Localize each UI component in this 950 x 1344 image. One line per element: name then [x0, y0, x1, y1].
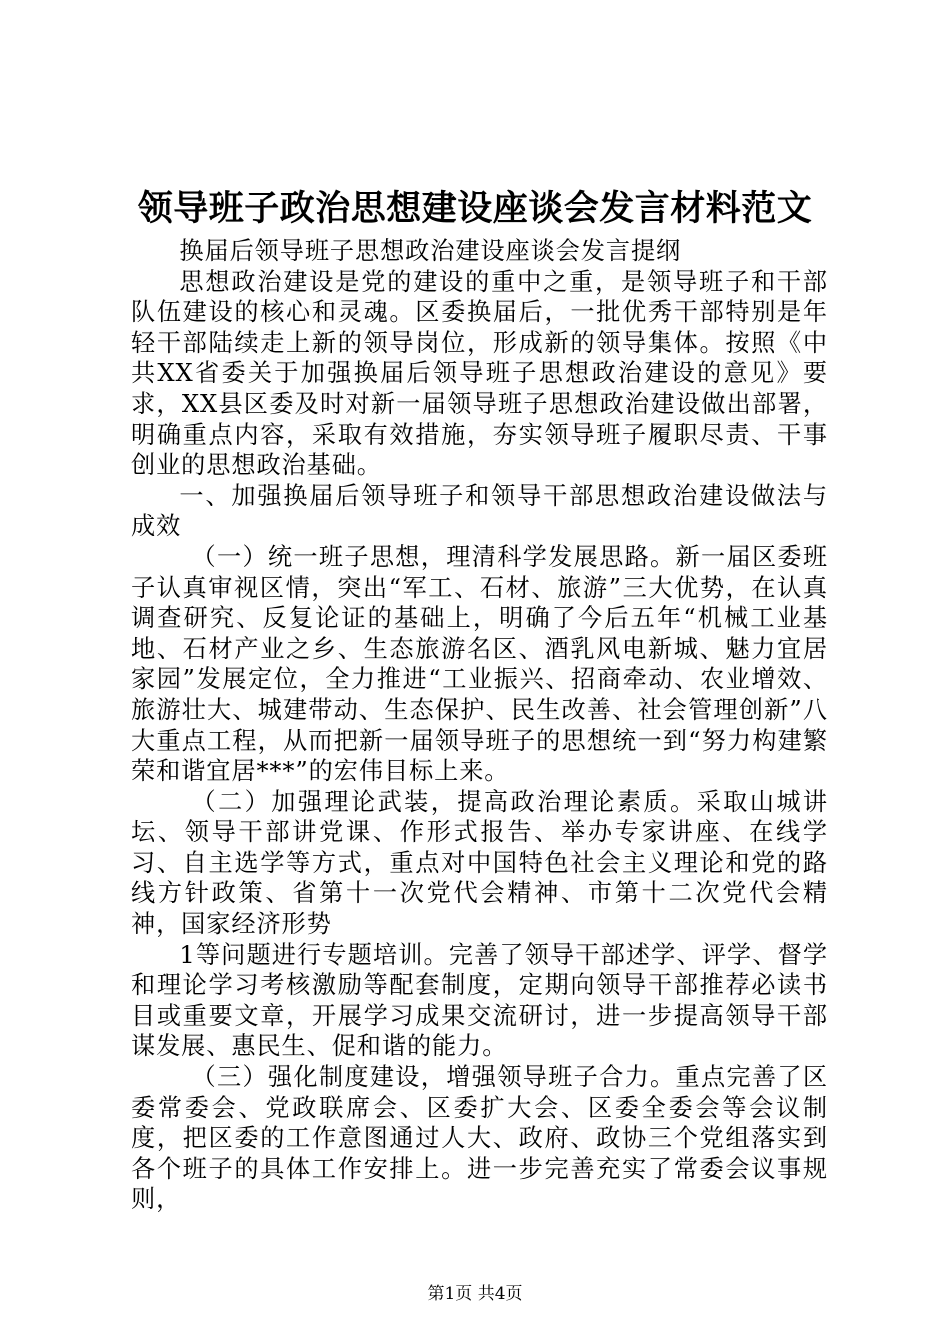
subtitle-paragraph: 换届后领导班子思想政治建设座谈会发言提纲: [179, 237, 682, 265]
document-body: [131, 236, 828, 1215]
section-heading: 一、加强换届后领导班子和领导干部思想政治建设做法与成效: [131, 481, 828, 541]
subsection-2-paragraph: （二）加强理论武装，提高政治理论素质。采取山城讲坛、领导干部讲党课、作形式报告、举办专家讲座、在线学习、自主选学等方式，重点对中国特色社会主义理论和党的路线方针政策、省第十一次党代会精神、市第十二次党代会精神，国家经济形势: [131, 787, 828, 939]
page-footer: 第1页 共4页: [427, 1284, 523, 1304]
subsection-3-paragraph: （三）强化制度建设，增强领导班子合力。重点完善了区委常委会、党政联席会、区委扩大会、区委全委会等会议制度，把区委的工作意图通过人大、政府、政协三个党组落实到各个班子的具体工作安排上。进一步完善充实了常委会议事规则，: [131, 1063, 828, 1214]
document-title: 领导班子政治思想建设座谈会发言材料范文: [137, 188, 813, 229]
intro-paragraph: 思想政治建设是党的建设的重中之重，是领导班子和干部队伍建设的核心和灵魂。区委换届后，一批优秀干部特别是年轻干部陆续走上新的领导岗位，形成新的领导集体。按照《中共XX省委关于加强换届后领导班子思想政治建设的意见》要求，XX县区委及时对新一届领导班子思想政治建设做出部署，明确重点内容，采取有效措施，夯实领导班子履职尽责、干事创业的思想政治基础。: [131, 267, 828, 480]
continuation-paragraph: 1等问题进行专题培训。完善了领导干部述学、评学、督学和理论学习考核激励等配套制度，定期向领导干部推荐必读书目或重要文章，开展学习成果交流研讨，进一步提高领导干部谋发展、惠民生、促和谐的能力。: [131, 940, 828, 1061]
subsection-1-paragraph: （一）统一班子思想，理清科学发展思路。新一届区委班子认真审视区情，突出“军工、石材、旅游”三大优势，在认真调查研究、反复论证的基础上，明确了今后五年“机械工业基地、石材产业之乡、生态旅游名区、酒乳风电新城、魅力宜居家园”发展定位，全力推进“工业振兴、招商牵动、农业增效、旅游壮大、城建带动、生态保护、民生改善、社会管理创新”八大重点工程，从而把新一届领导班子的思想统一到“努力构建繁荣和谐宜居***”的宏伟目标上来。: [131, 542, 828, 786]
